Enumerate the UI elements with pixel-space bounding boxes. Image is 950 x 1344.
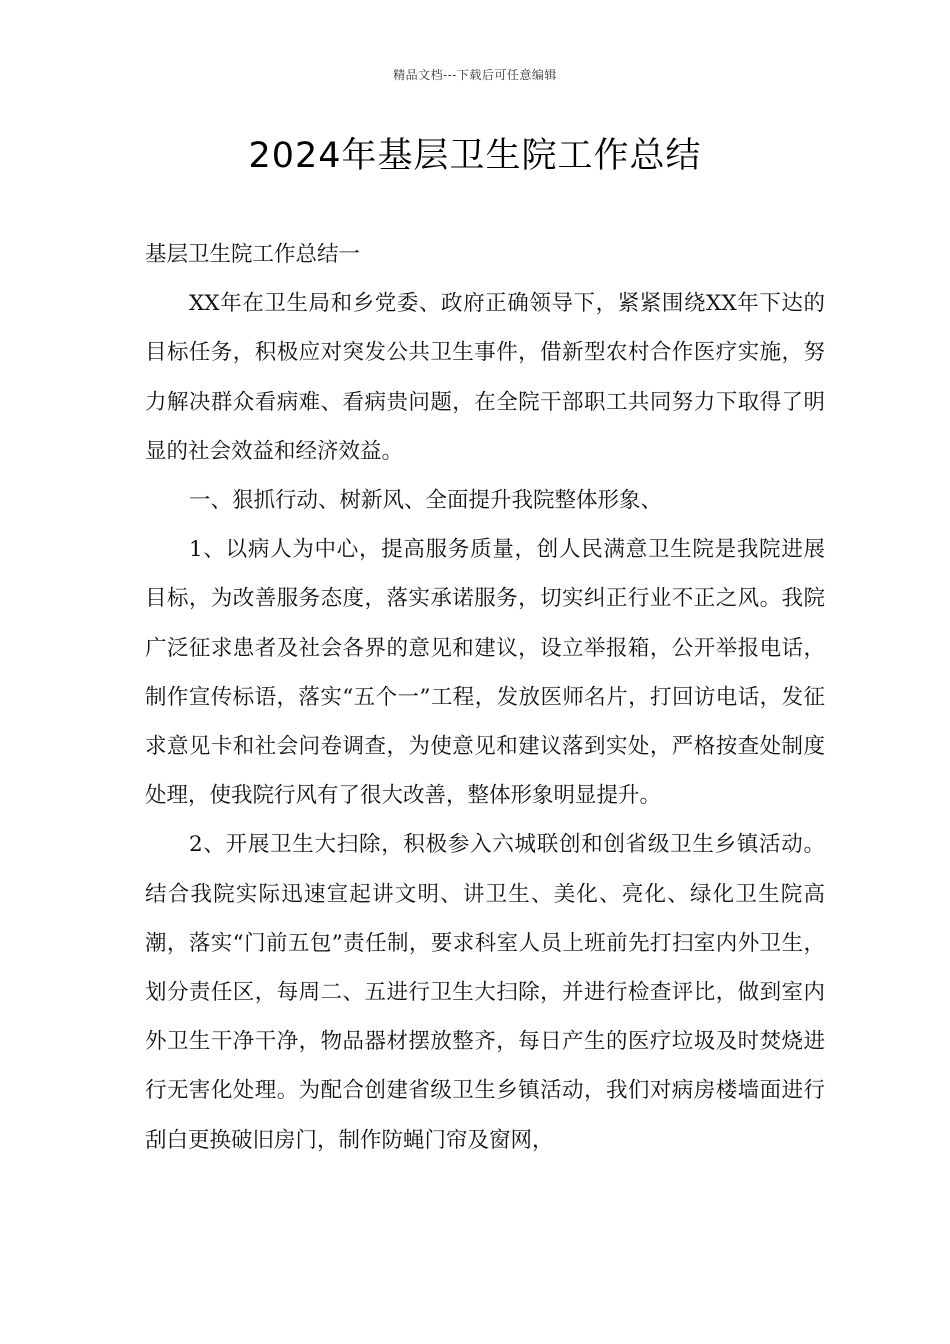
header-note: 精品文档---下载后可任意编辑 (393, 68, 557, 82)
paragraph-2: 一、狠抓行动、树新风、全面提升我院整体形象、 (189, 488, 663, 514)
document-title: 2024年基层卫生院工作总结 (248, 136, 702, 176)
section-heading: 基层卫生院工作总结一 (145, 242, 361, 267)
document-body (145, 230, 825, 1165)
paragraph-1: XX年在卫生局和乡党委、政府正确领导下，紧紧围绕XX年下达的目标任务，积极应对突发公共卫生事件，借新型农村合作医疗实施，努力解决群众看病难、看病贵问题，在全院干部职工共同努力下取得了明显的社会效益和经济效益。 (145, 291, 825, 464)
paragraph-3: 1、以病人为中心，提高服务质量，创人民满意卫生院是我院进展目标，为改善服务态度，落实承诺服务，切实纠正行业不正之风。我院广泛征求患者及社会各界的意见和建议，设立举报箱，公开举报电话，制作宣传标语，落实“五个一”工程，发放医师名片，打回访电话，发征求意见卡和社会问卷调查，为使意见和建议落到实处，严格按查处制度处理，使我院行风有了很大改善，整体形象明显提升。 (145, 537, 825, 809)
paragraph-4: 2、开展卫生大扫除，积极参入六城联创和创省级卫生乡镇活动。结合我院实际迅速宣起讲文明、讲卫生、美化、亮化、绿化卫生院高潮，落实“门前五包”责任制，要求科室人员上班前先打扫室内外卫生，划分责任区，每周二、五进行卫生大扫除，并进行检查评比，做到室内外卫生干净干净，物品器材摆放整齐，每日产生的医疗垃圾及时焚烧进行无害化处理。为配合创建省级卫生乡镇活动，我们对病房楼墙面进行刮白更换破旧房门，制作防蝇门帘及窗网， (145, 832, 825, 1153)
